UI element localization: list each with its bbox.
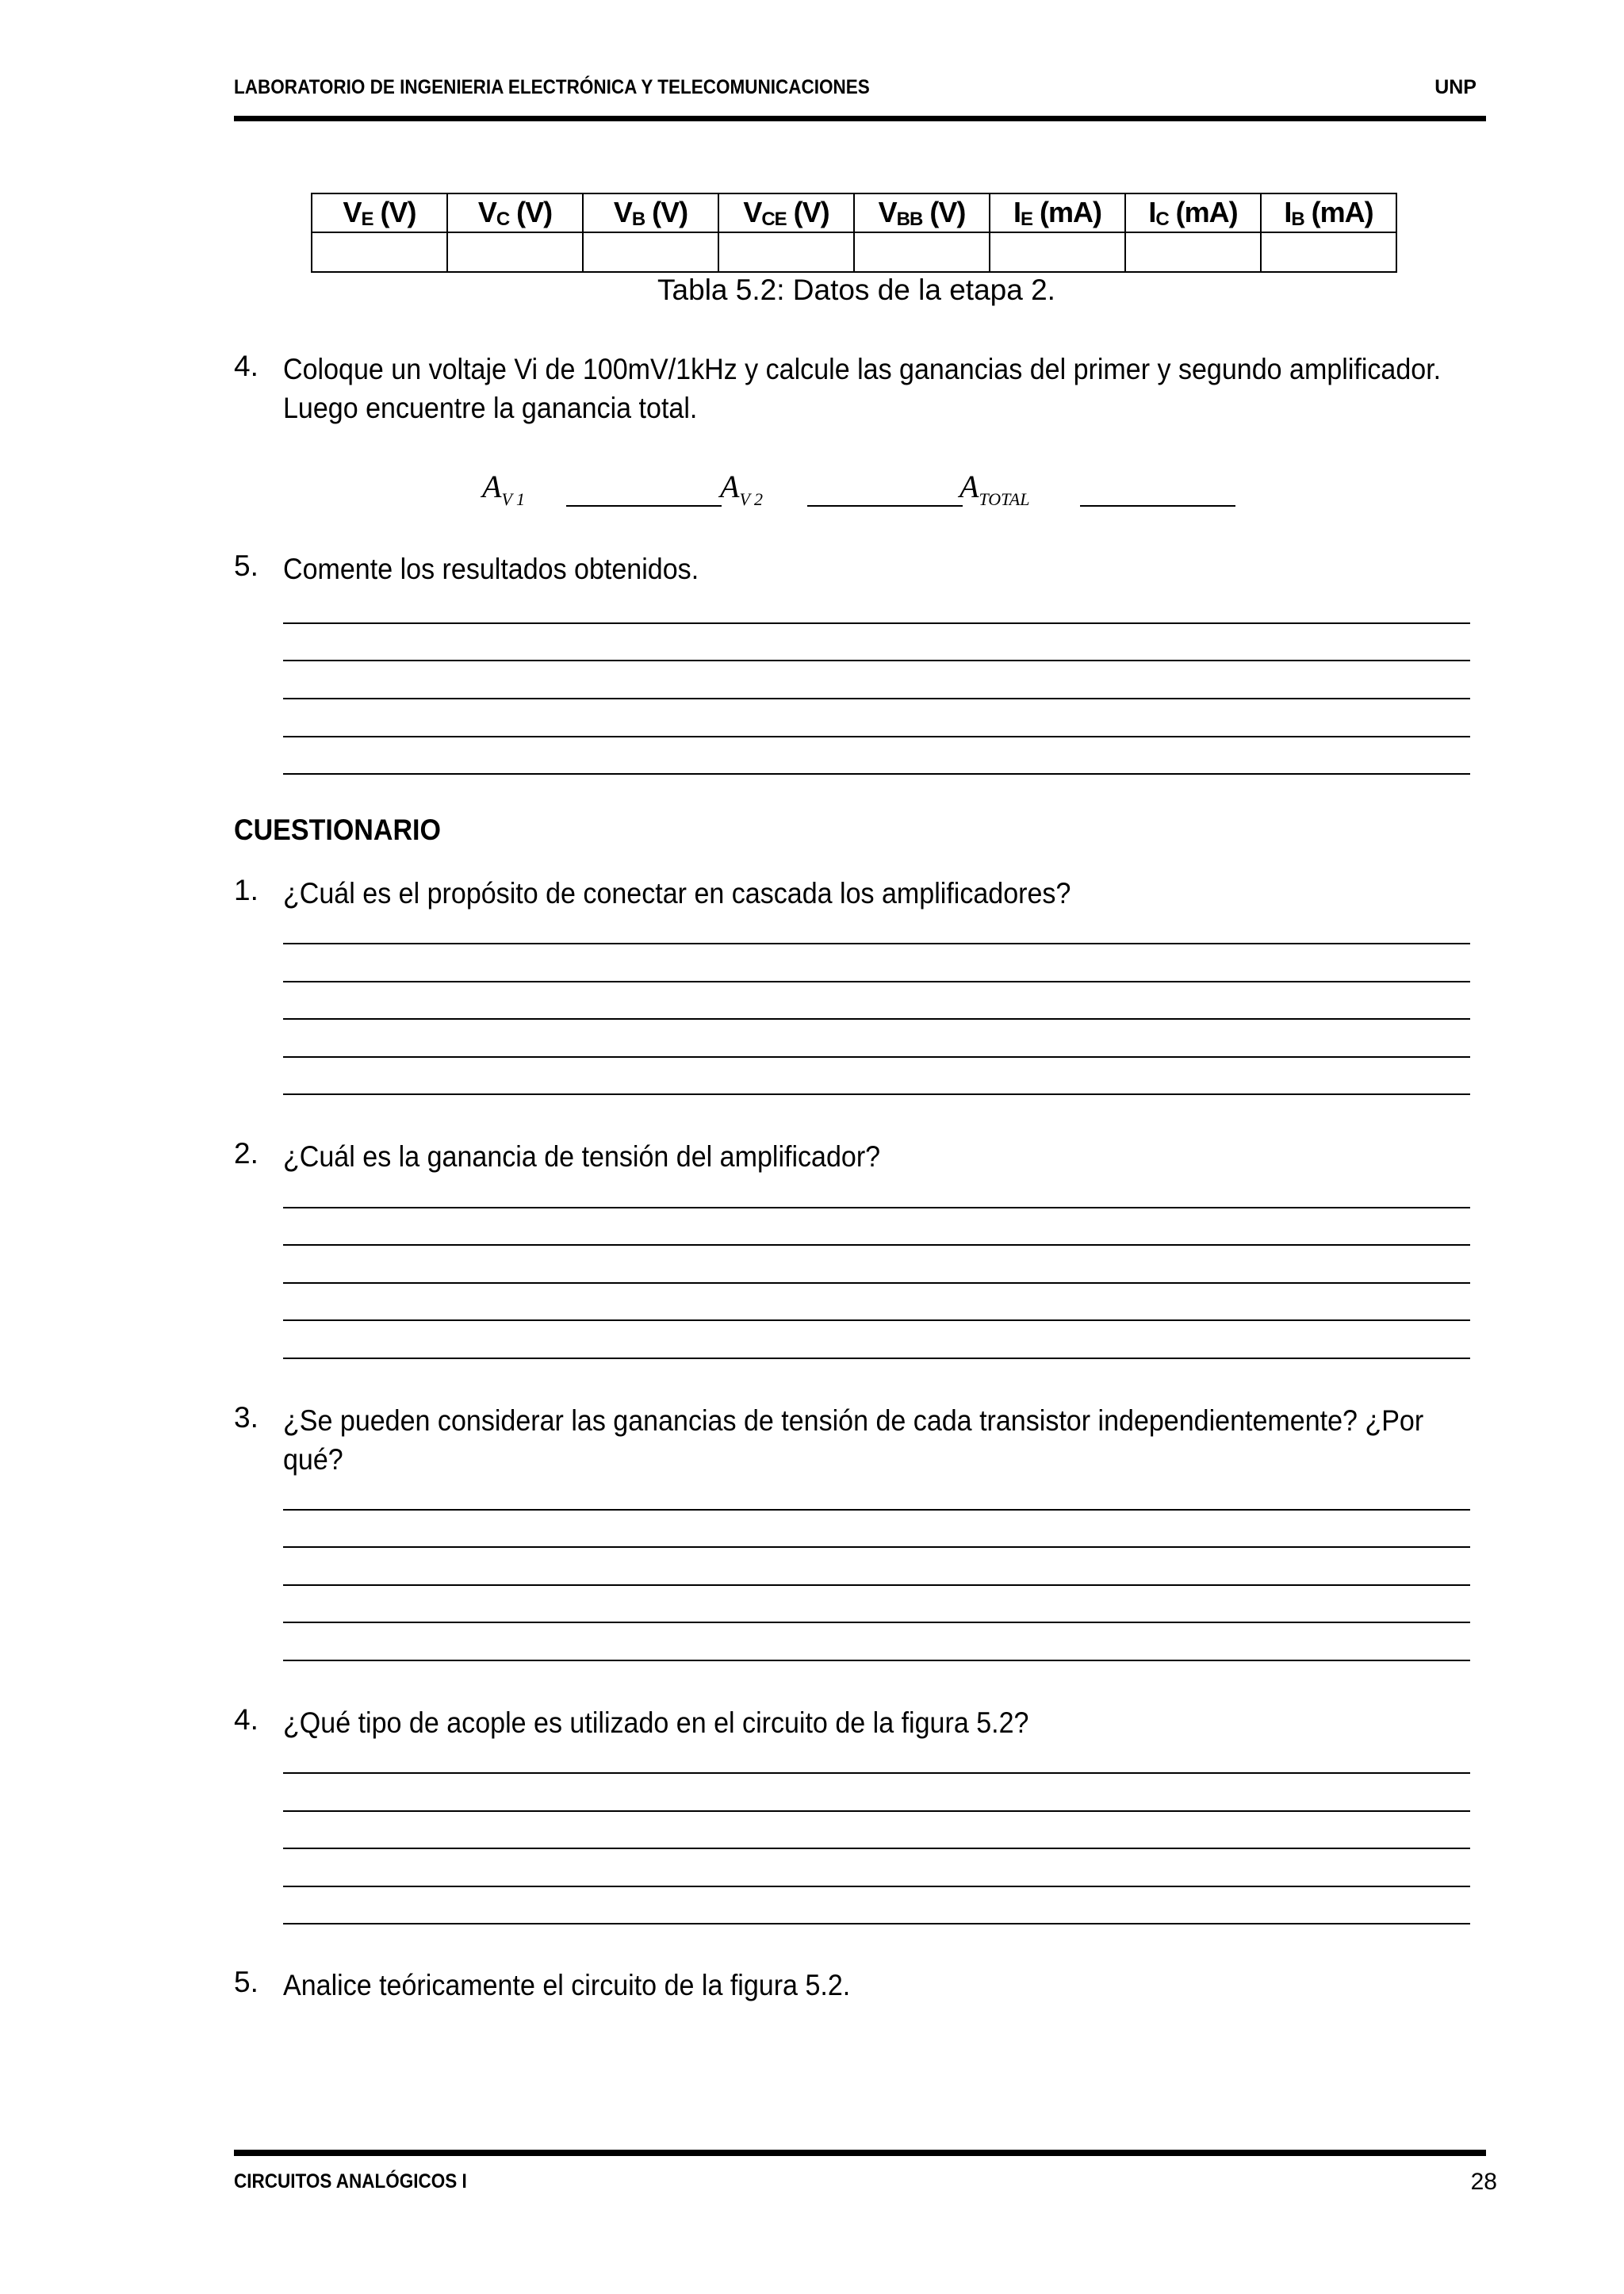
answer-line[interactable]	[283, 773, 1470, 775]
answer-line[interactable]	[283, 1584, 1470, 1586]
step-4-number: 4.	[234, 350, 259, 382]
answer-line[interactable]	[283, 1772, 1470, 1774]
answer-line[interactable]	[283, 1886, 1470, 1887]
question-1-number: 1.	[234, 874, 259, 906]
question-1-text: ¿Cuál es el propósito de conectar en cascada los amplificadores?	[283, 877, 1071, 910]
answer-line[interactable]	[283, 736, 1470, 737]
question-5-text: Analice teóricamente el circuito de la figura 5.2.	[283, 1969, 851, 2001]
answer-line[interactable]	[283, 1848, 1470, 1849]
question-3-text-line2: qué?	[283, 1443, 343, 1476]
footer-course: CIRCUITOS ANALÓGICOS I	[234, 2170, 467, 2193]
gain-atotal-blank[interactable]	[1080, 505, 1235, 507]
column-header-ie: $I_E$ (mA)	[990, 193, 1125, 232]
column-header-ic: $I_C$ (mA)	[1125, 193, 1261, 232]
question-4-number: 4.	[234, 1703, 259, 1736]
column-header-ib: $I_B$ (mA)	[1261, 193, 1396, 232]
answer-line[interactable]	[283, 1018, 1470, 1020]
question-5-number: 5.	[234, 1966, 259, 1998]
answer-line[interactable]	[283, 1509, 1470, 1511]
table-cell[interactable]	[583, 232, 718, 272]
header-divider	[234, 116, 1486, 121]
questionnaire-heading: CUESTIONARIO	[234, 814, 441, 846]
step-4-text-line1: Coloque un voltaje Vi de 100mV/1kHz y calcule las ganancias del primer y segundo amplificador.	[283, 353, 1442, 385]
answer-line[interactable]	[283, 1810, 1470, 1812]
table-cell[interactable]	[854, 232, 990, 272]
answer-line[interactable]	[283, 1923, 1470, 1924]
answer-line[interactable]	[283, 1319, 1470, 1321]
step-5-text: Comente los resultados obtenidos.	[283, 553, 699, 585]
table-cell[interactable]	[1261, 232, 1396, 272]
gain-av2: $A_{V 2}$	[720, 469, 763, 509]
answer-line[interactable]	[283, 1546, 1470, 1548]
column-header-vb: $V_B$ (V)	[583, 193, 718, 232]
table-cell[interactable]	[312, 232, 447, 272]
answer-line[interactable]	[283, 1244, 1470, 1246]
header-institution: UNP	[1434, 76, 1477, 98]
table-cell[interactable]	[718, 232, 854, 272]
table-header-row	[312, 193, 1396, 232]
table-cell[interactable]	[990, 232, 1125, 272]
gain-atotal: $A_{TOTAL}$	[959, 469, 1030, 509]
data-table	[311, 193, 1397, 273]
question-2-number: 2.	[234, 1137, 259, 1170]
answer-line[interactable]	[283, 1056, 1470, 1058]
answer-line[interactable]	[283, 1660, 1470, 1661]
table-cell[interactable]	[447, 232, 583, 272]
footer-divider	[234, 2150, 1486, 2156]
gain-av1: $A_{V 1}$	[482, 469, 525, 509]
header-title: LABORATORIO DE INGENIERIA ELECTRÓNICA Y TELECOMUNICACIONES	[234, 76, 870, 98]
column-header-vbb: $V_{BB}$ (V)	[854, 193, 990, 232]
answer-line[interactable]	[283, 698, 1470, 699]
answer-line[interactable]	[283, 943, 1470, 944]
answer-line[interactable]	[283, 1282, 1470, 1284]
question-3-number: 3.	[234, 1401, 259, 1434]
answer-line[interactable]	[283, 660, 1470, 661]
column-header-ve: $V_E$ (V)	[312, 193, 447, 232]
step-4-text-line2: Luego encuentre la ganancia total.	[283, 392, 698, 424]
table-caption: Tabla 5.2: Datos de la etapa 2.	[657, 274, 1055, 306]
gain-av2-blank[interactable]	[807, 505, 963, 507]
question-3-text-line1: ¿Se pueden considerar las ganancias de tensión de cada transistor independientemente? ¿Por	[283, 1404, 1424, 1437]
table-row	[312, 232, 1396, 272]
page-number: 28	[1470, 2169, 1497, 2195]
answer-line[interactable]	[283, 1207, 1470, 1208]
question-4-text: ¿Qué tipo de acople es utilizado en el circuito de la figura 5.2?	[283, 1706, 1029, 1739]
answer-line[interactable]	[283, 981, 1470, 982]
answer-line[interactable]	[283, 1622, 1470, 1623]
step-5-number: 5.	[234, 550, 259, 582]
table-cell[interactable]	[1125, 232, 1261, 272]
answer-line[interactable]	[283, 1093, 1470, 1095]
answer-line[interactable]	[283, 1358, 1470, 1359]
column-header-vce: $V_{CE}$ (V)	[718, 193, 854, 232]
question-2-text: ¿Cuál es la ganancia de tensión del amplificador?	[283, 1140, 881, 1173]
gain-av1-blank[interactable]	[566, 505, 722, 507]
column-header-vc: $V_C$ (V)	[447, 193, 583, 232]
answer-line[interactable]	[283, 622, 1470, 624]
